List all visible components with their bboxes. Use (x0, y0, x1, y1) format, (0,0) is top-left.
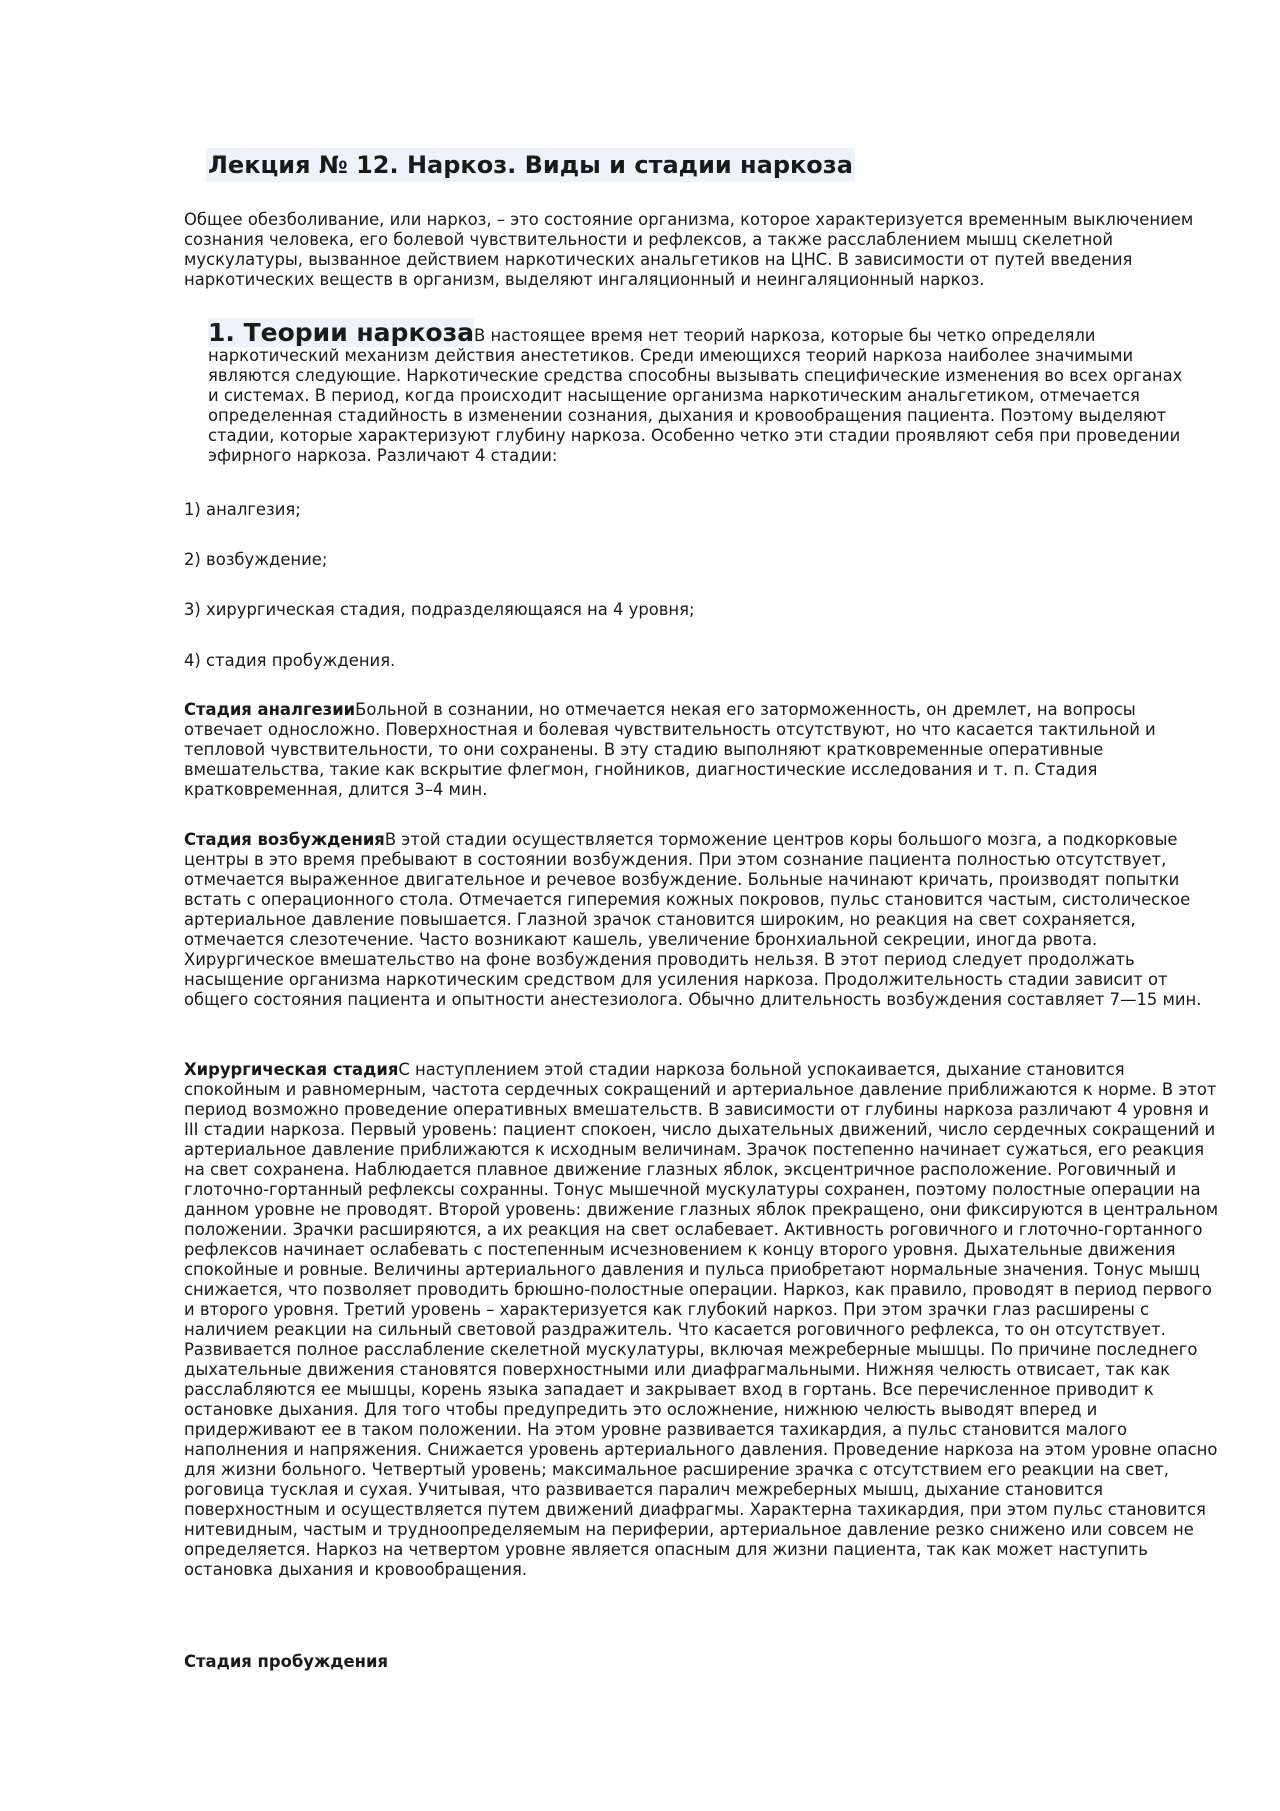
page-title: Лекция № 12. Наркоз. Виды и стадии наркоза (206, 148, 855, 182)
analgesia-paragraph (184, 700, 1214, 800)
surgical-text: С наступлением этой стадии наркоза больной успокаивается, дыхание становится спокойным и равномерным, частота сердечных сокращений и артериальное давление приближаются к норме. В этот период возможно проведение оперативных вмешательств. В зависимости от глубины наркоза различают 4 уровня и III стадии наркоза. Первый уровень: пациент спокоен, число дыхательных движений, число сердечных сокращений и артериальное давление приближаются к исходным величинам. Зрачок постепенно начинает сужаться, его реакция на свет сохранена. Наблюдается плавное движение глазных яблок, эксцентричное расположение. Роговичный и глоточно-гортанный рефлексы сохранны. Тонус мышечной мускулатуры сохранен, поэтому полостные операции на данном уровне не проводят. Второй уровень: движение глазных яблок прекращено, они фиксируются в центральном положении. Зрачки расширяются, а их реакция на свет ослабевает. Активность роговичного и глоточно-гортанного рефлексов начинает ослабевать с постепенным исчезновением к концу второго уровня. Дыхательные движения спокойные и ровные. Величины артериального давления и пульса приобретают нормальные значения. Тонус мышц снижается, что позволяет проводить брюшно-полостные операции. Наркоз, как правило, проводят в период первого и второго уровня. Третий уровень – характеризуется как глубокий наркоз. При этом зрачки глаз расширены с наличием реакции на сильный световой раздражитель. Что касается роговичного рефлекса, то он отсутствует. Развивается полное расслабление скелетной мускулатуры, включая межреберные мышцы. По причине последнего дыхательные движения становятся поверхностными или диафрагмальными. Нижняя челюсть отвисает, так как расслабляются ее мышцы, корень языка западает и закрывает вход в гортань. Все перечисленное приводит к остановке дыхания. Для того чтобы предупредить это осложнение, нижнюю челюсть выводят вперед и придерживают ее в таком положении. На этом уровне развивается тахикардия, а пульс становится малого наполнения и напряжения. Снижается уровень артериального давления. Проведение наркоза на этом уровне опасно для жизни больного. Четвертый уровень; максимальное расширение зрачка с отсутствием его реакции на свет, роговица тусклая и сухая. Учитывая, что развивается паралич межреберных мышц, дыхание становится поверхностным и осуществляется путем движений диафрагмы. Характерна тахикардия, при этом пульс становится нитевидным, частым и трудноопределяемым на периферии, артериальное давление резко снижено или совсем не определяется. Наркоз на четвертом уровне является опасным для жизни пациента, так как может наступить остановка дыхания и кровообращения. (184, 1060, 1219, 1579)
surgical-paragraph (184, 1060, 1224, 1580)
surgical-heading: Хирургическая стадия (184, 1060, 399, 1079)
excitation-heading: Стадия возбуждения (184, 830, 385, 849)
list-item: 2) возбуждение; (184, 550, 328, 569)
list-item: 1) аналгезия; (184, 500, 301, 519)
intro-paragraph: Общее обезболивание, или наркоз, – это состояние организма, которое характеризуется временным выключением сознания человека, его болевой чувствительности и рефлексов, а также расслаблением мышц скелетной мускулатуры, вызванное действием наркотических анальгетиков на ЦНС. В зависимости от путей введения наркотических веществ в организм, выделяют ингаляционный и неингаляционный наркоз. (184, 210, 1194, 289)
awakening-paragraph (184, 1652, 1214, 1672)
analgesia-heading: Стадия аналгезии (184, 700, 356, 719)
theories-paragraph (208, 320, 1188, 466)
excitation-paragraph (184, 830, 1214, 1010)
analgesia-text: Больной в сознании, но отмечается некая его заторможенность, он дремлет, на вопросы отвечает односложно. Поверхностная и болевая чувствительность отсутствуют, но что касается тактильной и тепловой чувствительности, то они сохранены. В эту стадию выполняют кратковременные оперативные вмешательства, такие как вскрытие флегмон, гнойников, диагностические исследования и т. п. Стадия кратковременная, длится 3–4 мин. (184, 700, 1156, 799)
section-heading: 1. Теории наркоза (208, 318, 474, 347)
awakening-heading: Стадия пробуждения (184, 1652, 388, 1671)
excitation-text: В этой стадии осуществляется торможение центров коры большого мозга, а подкорковые центры в это время пребывают в состоянии возбуждения. При этом сознание пациента полностью отсутствует, отмечается выраженное двигательное и речевое возбуждение. Больные начинают кричать, производят попытки встать с операционного стола. Отмечается гиперемия кожных покровов, пульс становится частым, систолическое артериальное давление повышается. Глазной зрачок становится широким, но реакция на свет сохраняется, отмечается слезотечение. Часто возникают кашель, увеличение бронхиальной секреции, иногда рвота. Хирургическое вмешательство на фоне возбуждения проводить нельзя. В этот период следует продолжать насыщение организма наркотическим средством для усиления наркоза. Продолжительность стадии зависит от общего состояния пациента и опытности анестезиолога. Обычно длительность возбуждения составляет 7—15 мин. (184, 830, 1202, 1009)
list-item: 3) хирургическая стадия, подразделяющаяся на 4 уровня; (184, 600, 695, 619)
list-item: 4) стадия пробуждения. (184, 651, 396, 670)
section-text: В настоящее время нет теорий наркоза, которые бы четко определяли наркотический механизм действия анестетиков. Среди имеющихся теорий наркоза наиболее значимыми являются следующие. Наркотические средства способны вызывать специфические изменения во всех органах и системах. В период, когда происходит насыщение организма наркотическим анальгетиком, отмечается определенная стадийность в изменении сознания, дыхания и кровообращения пациента. Поэтому выделяют стадии, которые характеризуют глубину наркоза. Особенно четко эти стадии проявляют себя при проведении эфирного наркоза. Различают 4 стадии: (208, 326, 1183, 465)
